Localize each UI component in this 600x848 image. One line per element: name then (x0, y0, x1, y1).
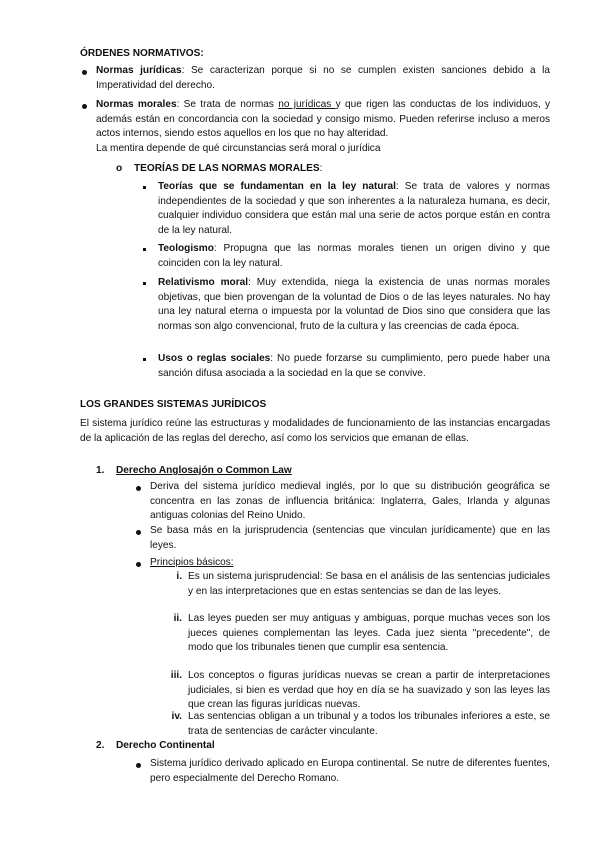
principio-item: Los conceptos o figuras jurídicas nuevas se crean a partir de interpretaciones judiciales, si bien es verdad que hoy en día se ha suavizado y son las leyes las que crean las figuras jurídicas nuevas. (188, 670, 550, 711)
square-bullet-icon (143, 282, 146, 285)
normas-morales-note: La mentira depende de qué circunstancias será moral o jurídica (96, 142, 381, 154)
teorias-colon: : (319, 163, 323, 174)
normas-juridicas-text: : Se caracterizan porque si no se cumplen existen sanciones debido a la Imperatividad del derecho. (96, 65, 550, 91)
square-bullet-icon (143, 186, 146, 189)
section-title-ordenes: ÓRDENES NORMATIVOS: (80, 48, 204, 59)
teoria-text: : No puede forzarse su cumplimiento, pero puede haber una sanción difusa asociada a la sociedad en la que se convive. (158, 353, 550, 379)
roman-numeral: iii. (170, 670, 182, 681)
teoria-term: Teologismo (158, 243, 214, 254)
bullet-dot-icon (136, 763, 141, 768)
teoria-term: Teorías que se fundamentan en la ley natural (158, 181, 396, 192)
teorias-title: TEORÍAS DE LAS NORMAS MORALES (134, 163, 320, 174)
list-number: 1. (96, 465, 105, 476)
principio-item: Las leyes pueden ser muy antiguas y ambiguas, porque muchas veces son los jueces quienes complementan las leyes. Cada juez sienta "precedente", de modo que los tribunales tienen que cumplir esa sentencia. (188, 613, 550, 654)
bullet-dot-icon (82, 104, 87, 109)
normas-morales-underline: no jurídicas (278, 99, 336, 110)
principio-item: Es un sistema jurisprudencial: Se basa en el análisis de las sentencias judiciales y en las interpretaciones que en estas sentencias se dan de las leyes. (188, 571, 550, 597)
bullet-dot-icon (82, 70, 87, 75)
roman-numeral: i. (176, 571, 182, 582)
teorias-heading (134, 162, 554, 177)
normas-morales-term: Normas morales (96, 99, 177, 110)
teoria-text: : Se trata de valores y normas independientes de la sociedad y que son inherentes a la naturaleza humana, es decir, cualquier individuo considera que están mal una serie de actos porque están en contra de la ley natural. (158, 181, 550, 236)
common-law-bullet: Deriva del sistema jurídico medieval inglés, por lo que su distribución geográfica se concentra en las zonas de influencia británica: Inglaterra, Gales, Irlanda y algunas antiguas colonias del Reino Unido. (150, 481, 550, 522)
bullet-dot-icon (136, 530, 141, 535)
section-title-sistemas: LOS GRANDES SISTEMAS JURÍDICOS (80, 399, 267, 410)
teoria-item (158, 352, 550, 381)
normas-juridicas-item (96, 64, 550, 93)
teoria-item (158, 276, 550, 334)
square-bullet-icon (143, 358, 146, 361)
normas-morales-item (96, 98, 550, 156)
roman-numeral: iv. (171, 711, 182, 722)
bullet-dot-icon (136, 486, 141, 491)
normas-morales-pre: : Se trata de normas (176, 99, 279, 110)
principios-title: Principios básicos: (150, 557, 234, 568)
square-bullet-icon (143, 248, 146, 251)
continental-bullet: Sistema jurídico derivado aplicado en Europa continental. Se nutre de diferentes fuentes, pero especialmente del Derecho Romano. (150, 758, 550, 784)
teoria-text: : Propugna que las normas morales tienen un origen divino y que coinciden con la ley natural. (158, 243, 550, 269)
teoria-item (158, 180, 550, 238)
teoria-term: Usos o reglas sociales (158, 353, 271, 364)
normas-juridicas-term: Normas jurídicas (96, 65, 182, 76)
normas-morales-text: y que rigen las conductas de los individuos, y además están en concordancia con la sociedad y consigo mismo. Pueden referirse incluso a meros actos internos, siendo estos aquellos en los que no hay alteridad. (96, 99, 551, 140)
roman-numeral: ii. (173, 613, 182, 624)
sistemas-intro: El sistema jurídico reúne las estructuras y modalidades de funcionamiento de las instancias encargadas de la aplicación de las reglas del derecho, así como los servicios que emanan de ellas. (80, 418, 550, 444)
list-number: 2. (96, 740, 105, 751)
continental-title: Derecho Continental (116, 740, 215, 751)
common-law-bullet: Se basa más en la jurisprudencia (sentencias que vinculan jurídicamente) que en las leyes. (150, 525, 550, 551)
circle-marker-icon: o (116, 163, 123, 174)
principio-item: Las sentencias obligan a un tribunal y a todos los tribunales inferiores a este, se trata de sentencias de carácter vinculante. (188, 711, 550, 737)
teoria-term: Relativismo moral (158, 277, 249, 288)
bullet-dot-icon (136, 562, 141, 567)
common-law-title: Derecho Anglosajón o Common Law (116, 465, 292, 476)
teoria-item (158, 242, 550, 271)
teoria-text: : Muy extendida, niega la existencia de unas normas morales objetivas, que bien provengan de la voluntad de Dios o de las leyes naturales. No hay una ley natural eterna o impuesta por la voluntad de Dios sino que considera que las normas son algo convencional, fruto de la cultura y las creencias de cada época. (158, 277, 550, 332)
